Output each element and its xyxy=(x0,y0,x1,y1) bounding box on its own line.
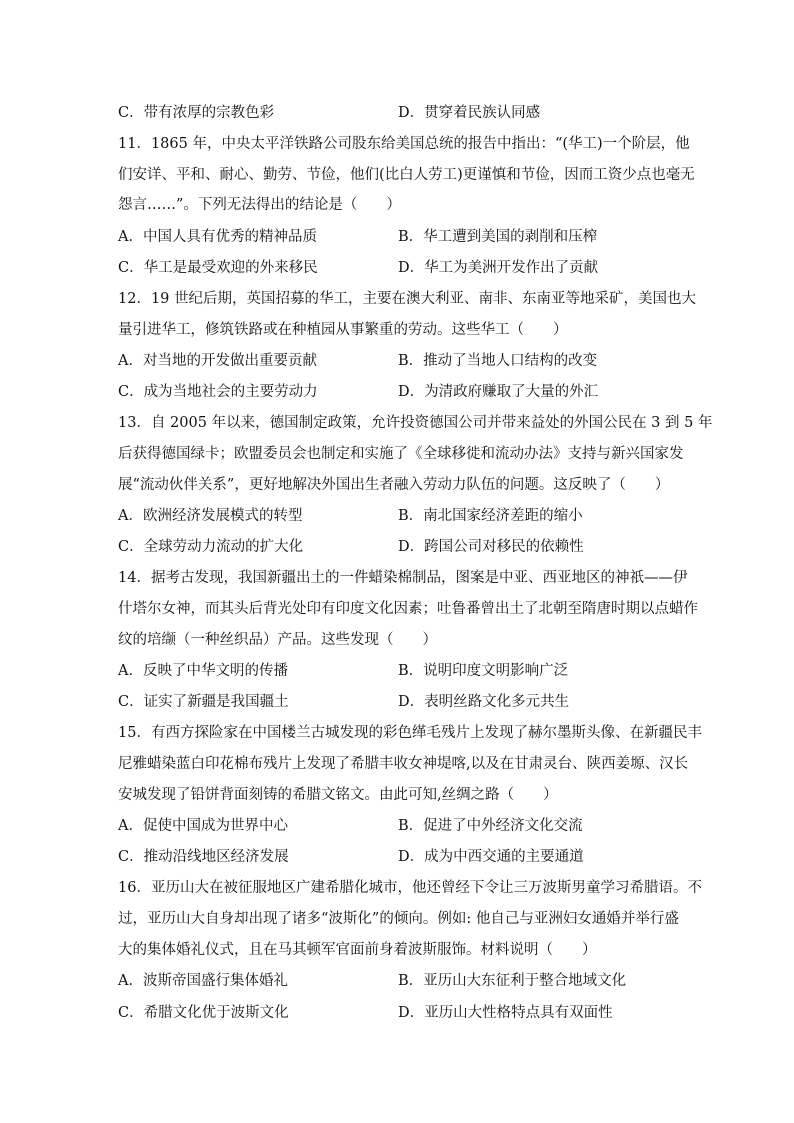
option-a: A．中国人具有优秀的精神品质 xyxy=(118,229,317,245)
question-16-line: 大的集体婚礼仪式，且在马其顿军官面前身着波斯服饰。材料说明（ ） xyxy=(118,942,597,958)
question-14-line: 什塔尔女神，而其头后背光处印有印度文化因素；吐鲁番曾出土了北朝至隋唐时期以点蜡作 xyxy=(118,601,698,617)
option-c: C．全球劳动力流动的扩大化 xyxy=(118,539,304,555)
option-a: A．反映了中华文明的传播 xyxy=(118,663,288,679)
question-11-line: 怨言……”。下列无法得出的结论是（ ） xyxy=(118,197,401,213)
question-12-line: 12．19 世纪后期，英国招募的华工，主要在澳大利亚、南非、东南亚等地采矿，美国也大 xyxy=(118,291,697,307)
option-b: B．南北国家经济差距的缩小 xyxy=(398,508,583,524)
option-a: A．促使中国成为世界中心 xyxy=(118,818,288,834)
option-c: C．华工是最受欢迎的外来移民 xyxy=(118,260,318,276)
option-d: D．成为中西交通的主要通道 xyxy=(398,849,584,865)
question-12-line: 量引进华工，修筑铁路或在种植园从事繁重的劳动。这些华工（ ） xyxy=(118,322,568,338)
option-d: D．贯穿着民族认同感 xyxy=(398,105,541,121)
question-14-line: 14．据考古发现，我国新疆出土的一件蜡染棉制品，图案是中亚、西亚地区的神祇——伊 xyxy=(118,570,688,586)
question-16-line: 16．亚历山大在被征服地区广建希腊化城市，他还曾经下令让三万波斯男童学习希腊语。不 xyxy=(118,880,702,896)
option-d: D．跨国公司对移民的依赖性 xyxy=(398,539,584,555)
option-a: A．欧洲经济发展模式的转型 xyxy=(118,508,303,524)
option-b: B．说明印度文明影响广泛 xyxy=(398,663,569,679)
option-c: C．证实了新疆是我国疆土 xyxy=(118,694,289,710)
question-15-line: 15．有西方探险家在中国楼兰古城发现的彩色缂毛残片上发现了赫尔墨斯头像、在新疆民丰 xyxy=(118,725,702,741)
option-c: C．成为当地社会的主要劳动力 xyxy=(118,384,318,400)
option-b: B．促进了中外经济文化交流 xyxy=(398,818,583,834)
option-d: D．亚历山大性格特点具有双面性 xyxy=(398,1005,613,1021)
option-b: B．华工遭到美国的剥削和压榨 xyxy=(398,229,598,245)
option-b: B．推动了当地人口结构的改变 xyxy=(398,353,598,369)
option-a: A．对当地的开发做出重要贡献 xyxy=(118,353,317,369)
question-15-line: 尼雅蜡染蓝白印花棉布残片上发现了希腊丰收女神堤喀,以及在甘肃灵台、陕西姜塬、汉长 xyxy=(118,756,689,772)
question-13-line: 展“流动伙伴关系”，更好地解决外国出生者融入劳动力队伍的问题。这反映了（ ） xyxy=(118,477,670,493)
question-11-line: 们安详、平和、耐心、勤劳、节俭，他们(比白人劳工)更谨慎和节俭，因而工资少点也毫无 xyxy=(118,167,695,183)
question-13-line: 后获得德国绿卡；欧盟委员会也制定和实施了《全球移徙和流动办法》支持与新兴国家发 xyxy=(118,446,684,462)
question-13-line: 13．自 2005 年以来，德国制定政策，允许投资德国公司并带来益处的外国公民在 3 到 5 年 xyxy=(118,415,713,431)
option-b: B．亚历山大东征利于整合地域文化 xyxy=(398,973,627,989)
option-d: D．表明丝路文化多元共生 xyxy=(398,694,570,710)
question-15-line: 安城发现了铅饼背面刻铸的希腊文铭文。由此可知,丝绸之路（ ） xyxy=(118,787,558,803)
option-c: C．希腊文化优于波斯文化 xyxy=(118,1005,289,1021)
option-d: D．为清政府赚取了大量的外汇 xyxy=(398,384,599,400)
question-11-line: 11．1865 年，中央太平洋铁路公司股东给美国总统的报告中指出：“(华工)一个阶层，他 xyxy=(118,136,690,152)
option-d: D．华工为美洲开发作出了贡献 xyxy=(398,260,599,276)
question-14-line: 纹的培缬（一种丝织品）产品。这些发现（ ） xyxy=(118,632,437,648)
option-c: C．推动沿线地区经济发展 xyxy=(118,849,289,865)
question-16-line: 过，亚历山大自身却出现了诸多“波斯化”的倾向。例如: 他自己与亚洲妇女通婚并举行盛 xyxy=(118,911,679,927)
option-c: C．带有浓厚的宗教色彩 xyxy=(118,105,275,121)
option-a: A．波斯帝国盛行集体婚礼 xyxy=(118,973,288,989)
